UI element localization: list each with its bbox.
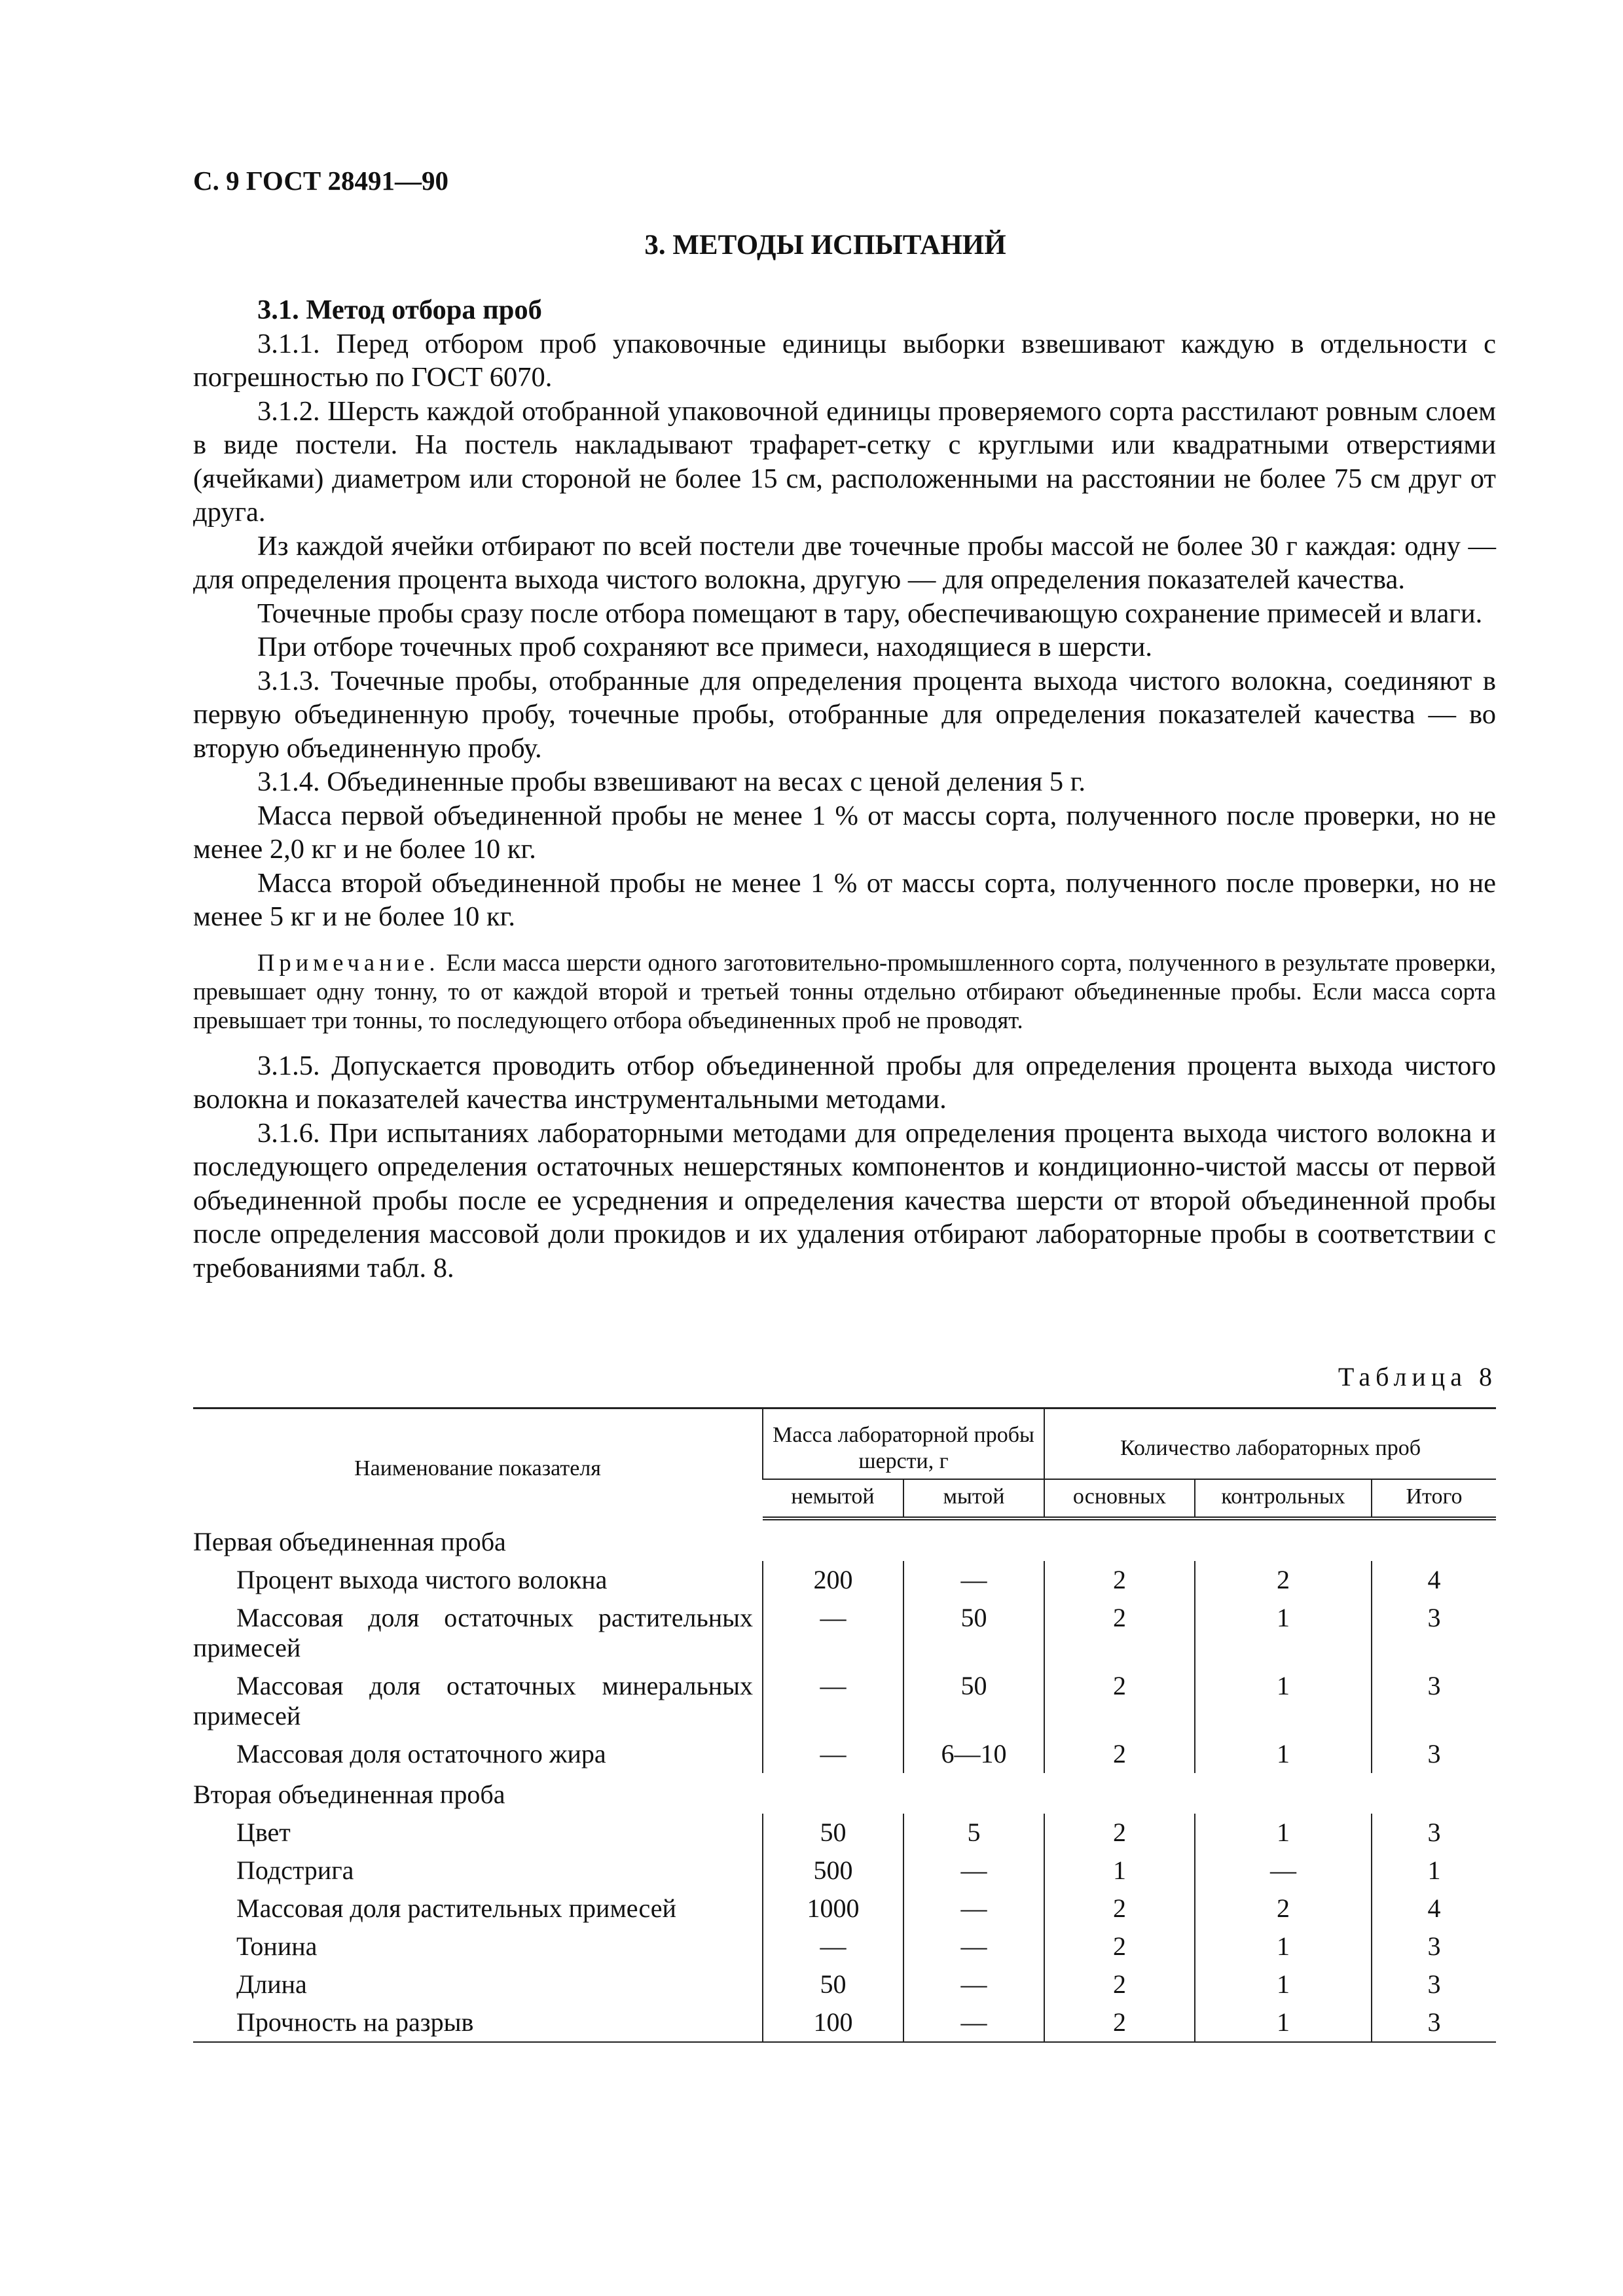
- cell-total: 3: [1372, 1814, 1496, 1852]
- cell-control: 2: [1195, 1561, 1372, 1599]
- cell-main: 2: [1044, 1814, 1195, 1852]
- paragraph-second-mass: Масса второй объединенной пробы не менее 1 % от массы сорта, полученного после проверки, но не менее 5 кг и не более 10 кг.: [193, 867, 1496, 932]
- table-row: [193, 1890, 1496, 1928]
- subsection-heading: 3.1. Метод отбора проб: [257, 295, 542, 325]
- cell-total: 3: [1372, 1735, 1496, 1773]
- cell-unwashed: 1000: [763, 1890, 903, 1928]
- table-row: [193, 1735, 1496, 1773]
- cell-control: 1: [1195, 2003, 1372, 2042]
- cell-unwashed: —: [763, 1667, 903, 1735]
- cell-unwashed: —: [763, 1599, 903, 1667]
- paragraph-sampling-cells: Из каждой ячейки отбирают по всей постели две точечные пробы массой не более 30 г каждая: одну — для определения процента выхода чистого волокна, другую — для определения показателей качества.: [193, 530, 1496, 595]
- table-caption: Таблица 8: [1338, 1362, 1497, 1391]
- row-name: Тонина: [236, 1931, 318, 1961]
- cell-unwashed: 500: [763, 1852, 903, 1890]
- paragraph-3-1-3: 3.1.3. Точечные пробы, отобранные для определения процента выхода чистого волокна, соединяют в первую объединенную пробу, точечные пробы, отобранные для определения показателей качества — во вторую объединенную пробу.: [193, 665, 1496, 764]
- cell-total: 1: [1372, 1852, 1496, 1890]
- cell-main: 2: [1044, 1561, 1195, 1599]
- row-name: Процент выхода чистого волокна: [236, 1565, 608, 1594]
- header-count: Количество лабораторных проб: [1044, 1408, 1496, 1480]
- cell-washed: 50: [903, 1599, 1044, 1667]
- header-unwashed: немытой: [763, 1479, 903, 1518]
- cell-main: 2: [1044, 1890, 1195, 1928]
- cell-total: 3: [1372, 1667, 1496, 1735]
- cell-unwashed: —: [763, 1735, 903, 1773]
- cell-unwashed: 100: [763, 2003, 903, 2042]
- cell-washed: 50: [903, 1667, 1044, 1735]
- cell-unwashed: 50: [763, 1965, 903, 2003]
- cell-total: 4: [1372, 1890, 1496, 1928]
- cell-control: 1: [1195, 1965, 1372, 2003]
- header-control: контрольных: [1195, 1479, 1372, 1518]
- paragraph-container: Точечные пробы сразу после отбора помещают в тару, обеспечивающую сохранение примесей и влаги.: [257, 598, 1483, 629]
- cell-total: 3: [1372, 1928, 1496, 1965]
- table-row: [193, 1928, 1496, 1965]
- row-name: Массовая доля остаточных растительных примесей: [193, 1603, 753, 1662]
- cell-unwashed: —: [763, 1928, 903, 1965]
- row-name: Массовая доля остаточных минеральных примесей: [193, 1671, 753, 1731]
- cell-washed: —: [903, 1852, 1044, 1890]
- data-table: [193, 1407, 1496, 2043]
- cell-control: —: [1195, 1852, 1372, 1890]
- cell-washed: —: [903, 1965, 1044, 2003]
- cell-washed: —: [903, 1928, 1044, 1965]
- header-main: основных: [1044, 1479, 1195, 1518]
- cell-main: 2: [1044, 1965, 1195, 2003]
- cell-control: 1: [1195, 1814, 1372, 1852]
- group-title: Вторая объединенная проба: [193, 1780, 505, 1809]
- cell-washed: 5: [903, 1814, 1044, 1852]
- cell-control: 1: [1195, 1735, 1372, 1773]
- table-row: [193, 1852, 1496, 1890]
- page-header: С. 9 ГОСТ 28491—90: [193, 166, 449, 196]
- row-name: Подстрига: [236, 1856, 354, 1885]
- paragraph-3-1-1: 3.1.1. Перед отбором проб упаковочные единицы выборки взвешивают каждую в отдельности с погрешностью по ГОСТ 6070.: [193, 328, 1496, 393]
- table-row: [193, 1561, 1496, 1599]
- cell-main: 2: [1044, 2003, 1195, 2042]
- cell-total: 3: [1372, 1965, 1496, 2003]
- cell-main: 2: [1044, 1599, 1195, 1667]
- paragraph-3-1-6: 3.1.6. При испытаниях лабораторными методами для определения процента выхода чистого волокна и последующего определения остаточных нешерстяных компонентов и кондиционно-чистой массы от первой объединенной пробы после ее усреднения и определения качества шерсти от второй объединенной пробы после определения массовой доли прокидов и их удаления отбирают лабораторные пробы в соответствии с требованиями табл. 8.: [193, 1117, 1496, 1283]
- cell-washed: —: [903, 2003, 1044, 2042]
- cell-unwashed: 50: [763, 1814, 903, 1852]
- cell-main: 1: [1044, 1852, 1195, 1890]
- row-name: Массовая доля растительных примесей: [236, 1893, 676, 1923]
- note-text: Если масса шерсти одного заготовительно-промышленного сорта, полученного в результате проверки, превышает одну тонну, то от каждой второй и третьей тонны отдельно отбирают объединенные пробы. Если масса сорта превышает три тонны, то последующего отбора объединенных проб не проводят.: [193, 948, 1496, 1033]
- row-name: Длина: [236, 1969, 307, 1999]
- note-label: Примечание.: [257, 948, 440, 976]
- header-mass: Масса лабораторной пробы шерсти, г: [763, 1408, 1044, 1480]
- cell-control: 1: [1195, 1667, 1372, 1735]
- header-name: Наименование показателя: [193, 1408, 763, 1519]
- cell-unwashed: 200: [763, 1561, 903, 1599]
- paragraph-first-mass: Масса первой объединенной пробы не менее 1 % от массы сорта, полученного после проверки, но не менее 2,0 кг и не более 10 кг.: [193, 800, 1496, 865]
- paragraph-3-1-4: 3.1.4. Объединенные пробы взвешивают на весах с ценой деления 5 г.: [257, 766, 1086, 797]
- header-total: Итого: [1372, 1479, 1496, 1518]
- body-text: [193, 293, 1496, 1285]
- cell-total: 3: [1372, 1599, 1496, 1667]
- cell-control: 1: [1195, 1599, 1372, 1667]
- row-name: Цвет: [236, 1818, 291, 1847]
- cell-main: 2: [1044, 1667, 1195, 1735]
- group-title: Первая объединенная проба: [193, 1527, 506, 1556]
- cell-total: 4: [1372, 1561, 1496, 1599]
- cell-washed: 6—10: [903, 1735, 1044, 1773]
- cell-control: 2: [1195, 1890, 1372, 1928]
- cell-washed: —: [903, 1561, 1044, 1599]
- paragraph-impurities: При отборе точечных проб сохраняют все примеси, находящиеся в шерсти.: [257, 632, 1152, 662]
- table-row: [193, 1599, 1496, 1667]
- cell-total: 3: [1372, 2003, 1496, 2042]
- row-name: Массовая доля остаточного жира: [236, 1739, 606, 1768]
- cell-washed: —: [903, 1890, 1044, 1928]
- cell-control: 1: [1195, 1928, 1372, 1965]
- table-row: [193, 2003, 1496, 2042]
- note: [193, 948, 1496, 1035]
- row-name: Прочность на разрыв: [236, 2007, 474, 2037]
- table-row: [193, 1667, 1496, 1735]
- section-title: 3. МЕТОДЫ ИСПЫТАНИЙ: [644, 230, 1006, 260]
- header-washed: мытой: [903, 1479, 1044, 1518]
- table-row: [193, 1965, 1496, 2003]
- paragraph-3-1-2: 3.1.2. Шерсть каждой отобранной упаковочной единицы проверяемого сорта расстилают ровным слоем в виде постели. На постель накладывают трафарет-сетку с круглыми или квадратными отверстиями (ячейками) диаметром или стороной не более 15 см, расположенными на расстоянии не более 75 см друг от друга.: [193, 395, 1496, 528]
- cell-main: 2: [1044, 1928, 1195, 1965]
- paragraph-3-1-5: 3.1.5. Допускается проводить отбор объединенной пробы для определения процента выхода чистого волокна и показателей качества инструментальными методами.: [193, 1050, 1496, 1115]
- cell-main: 2: [1044, 1735, 1195, 1773]
- table-row: [193, 1814, 1496, 1852]
